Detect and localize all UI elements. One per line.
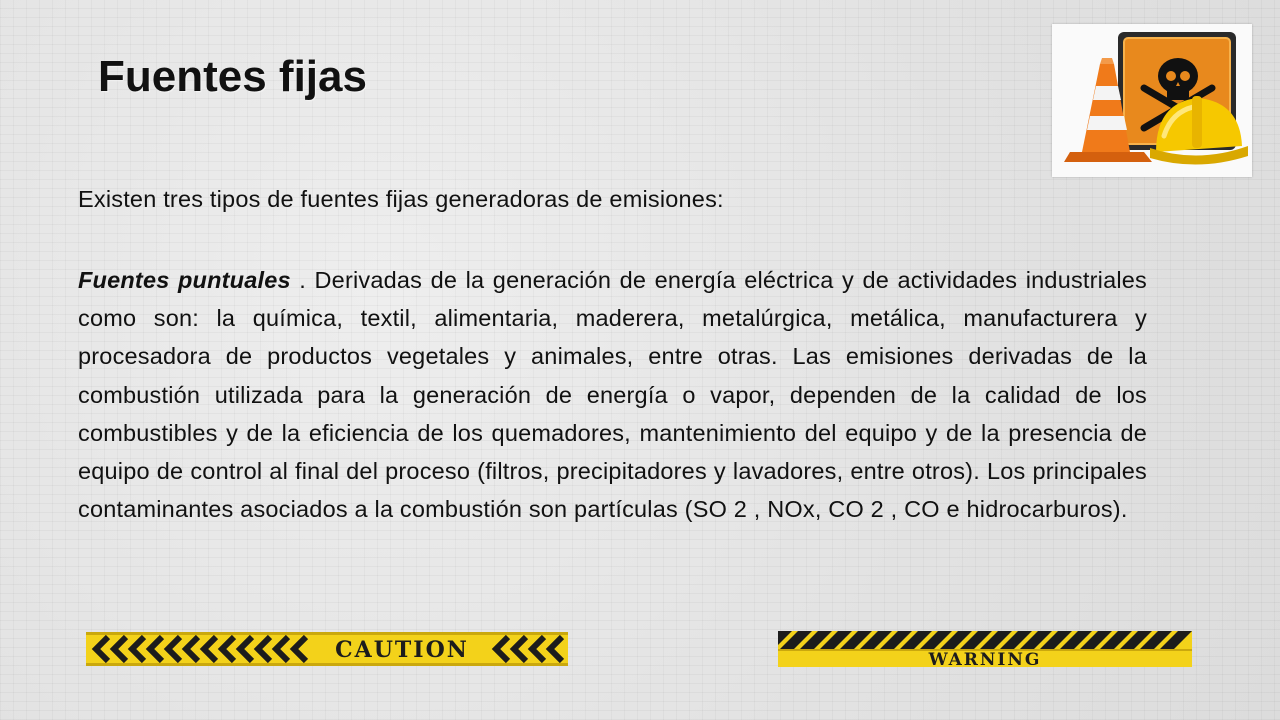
section-paragraph bbox=[78, 261, 1147, 528]
hazard-image bbox=[1052, 24, 1252, 177]
slide-title: Fuentes fijas bbox=[98, 52, 367, 101]
warning-tape bbox=[778, 631, 1192, 667]
caution-tape bbox=[86, 632, 568, 666]
caution-tape-label: CAUTION bbox=[335, 637, 469, 663]
section-heading: Fuentes puntuales bbox=[78, 267, 291, 293]
section-body-text: Derivadas de la generación de energía eléctrica y de actividades industriales como son: la química, textil, alimentaria, maderera, metalúrgica, metálica, manufacturera y procesadora de productos vegetales y animales, entre otras. Las emisiones derivadas de la combustión utilizada para la generación de energía o vapor, dependen de la calidad de los combustibles y de la eficiencia de los quemadores, mantenimiento del equipo y de la presencia de equipo de control al final del proceso (filtros, precipitadores y lavadores, entre otros). Los principales contaminantes asociados a la combustión son partículas (SO 2 , NOx, CO 2 , CO e hidrocarburos). bbox=[78, 267, 1148, 523]
warning-tape-label: WARNING bbox=[928, 650, 1042, 667]
intro-text: Existen tres tipos de fuentes fijas generadoras de emisiones: bbox=[78, 186, 724, 212]
section-heading-separator: . bbox=[290, 267, 315, 293]
